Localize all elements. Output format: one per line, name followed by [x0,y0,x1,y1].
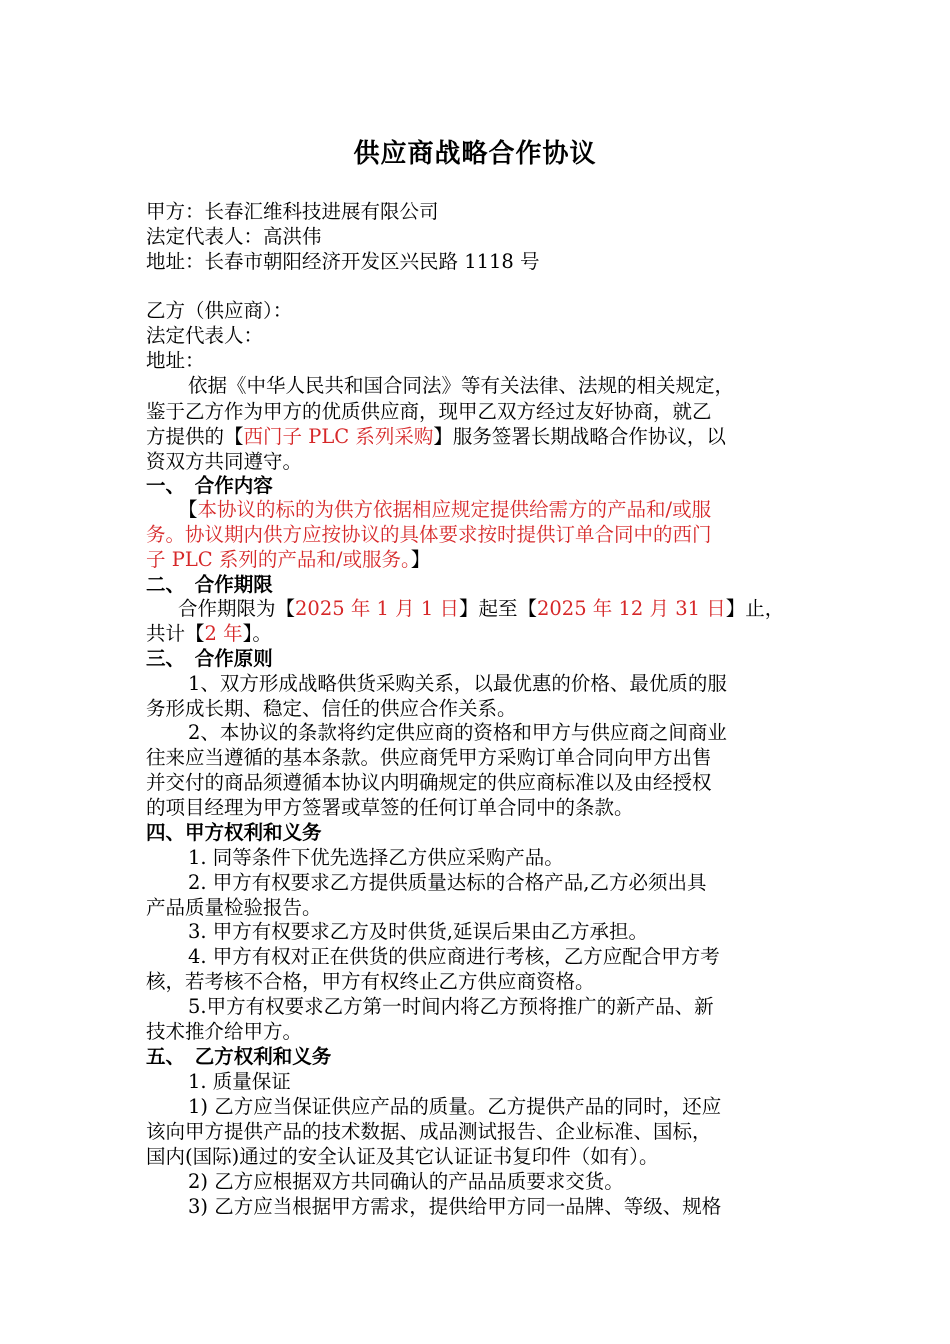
preamble-text: 方提供的【 [146,425,244,448]
party-a-item: 产品质量检验报告。 [146,896,322,919]
party-a-item: 3. 甲方有权要求乙方及时供货,延误后果由乙方承担。 [188,920,649,943]
party-b-name: 乙方（供应商）： [146,299,293,322]
party-b-address: 地址： [146,349,205,372]
period-text: 】止， [725,597,785,620]
party-b-item: 2) 乙方应根据双方共同确认的产品品质要求交货。 [188,1170,624,1193]
party-a-item: 2. 甲方有权要求乙方提供质量达标的合格产品,乙方必须出具 [188,871,707,894]
party-a-representative: 法定代表人：高洪伟 [146,225,322,248]
preamble-line: 鉴于乙方作为甲方的优质供应商，现甲乙双方经过友好协商，就乙 [146,400,712,423]
principle-line: 的项目经理为甲方签署或草签的任何订单合同中的条款。 [146,796,634,819]
principle-line: 往来应当遵循的基本条款。供应商凭甲方采购订单合同向甲方出售 [146,746,712,769]
highlighted-clause: 本协议的标的为供方依据相应规定提供给需方的产品和/或服 [197,498,712,521]
period-text: 共计【 [146,622,205,645]
section-heading-cooperation-period: 二、 合作期限 [146,573,273,596]
principle-line: 2、本协议的条款将约定供应商的资格和甲方与供应商之间商业 [188,721,727,744]
party-b-representative: 法定代表人： [146,324,264,347]
principle-line: 并交付的商品须遵循本协议内明确规定的供应商标准以及由经授权 [146,771,712,794]
section-heading-party-a-rights: 四、甲方权利和义务 [146,821,322,844]
party-b-subheading: 1. 质量保证 [188,1070,291,1093]
party-a-item: 技术推介给甲方。 [146,1020,303,1043]
bracket-open: 【 [178,498,198,521]
party-a-item: 1. 同等条件下优先选择乙方供应采购产品。 [188,846,564,869]
section2-line [146,622,816,646]
highlighted-clause: 子 PLC 系列的产品和/或服务。 [146,548,411,571]
party-b-item: 该向甲方提供产品的技术数据、成品测试报告、企业标准、国标， [146,1120,712,1143]
party-b-item: 1) 乙方应当保证供应产品的质量。乙方提供产品的同时，还应 [188,1095,722,1118]
principle-line: 1、双方形成战略供货采购关系，以最优惠的价格、最优质的服 [188,672,727,695]
document-title: 供应商战略合作协议 [353,139,597,169]
principle-line: 务形成长期、稳定、信任的供应合作关系。 [146,697,517,720]
party-b-item: 3) 乙方应当根据甲方需求，提供给甲方同一品牌、等级、规格 [188,1195,722,1218]
party-a-item: 核，若考核不合格，甲方有权终止乙方供应商资格。 [146,970,595,993]
party-a-name: 甲方：长春汇维科技进展有限公司 [146,200,439,223]
preamble-text: 】服务签署长期战略合作协议，以 [433,425,726,448]
section1-line [178,498,848,522]
total-duration: 2 年 [204,622,243,645]
period-text: 】起至【 [458,597,537,620]
section2-line [178,597,848,621]
party-a-item: 5.甲方有权要求乙方第一时间内将乙方预将推广的新产品、新 [188,995,714,1018]
party-b-item: 国内(国际)通过的安全认证及其它认证证书复印件（如有）。 [146,1145,659,1168]
bracket-close: 】 [410,548,431,571]
section1-line [146,548,816,572]
section1-line: 务。协议期内供方应按协议的具体要求按时提供订单合同中的西门 [146,523,712,546]
section-heading-cooperation-content: 一、 合作内容 [146,474,273,497]
section-heading-party-b-rights: 五、 乙方权利和义务 [146,1045,332,1068]
party-a-item: 4. 甲方有权对正在供货的供应商进行考核，乙方应配合甲方考 [188,945,720,968]
end-date: 2025 年 12 月 31 日 [536,597,726,620]
procurement-subject: 西门子 PLC 系列采购 [243,425,434,448]
period-text: 】。 [242,622,272,645]
section-heading-cooperation-principles: 三、 合作原则 [146,647,273,670]
party-a-address: 地址：长春市朝阳经济开发区兴民路 1118 号 [146,250,540,273]
preamble-line: 依据《中华人民共和国合同法》等有关法律、法规的相关规定， [188,374,735,397]
preamble-line: 资双方共同遵守。 [146,450,303,473]
period-text: 合作期限为【 [178,597,296,620]
start-date: 2025 年 1 月 1 日 [295,597,459,620]
preamble-line [146,425,816,449]
